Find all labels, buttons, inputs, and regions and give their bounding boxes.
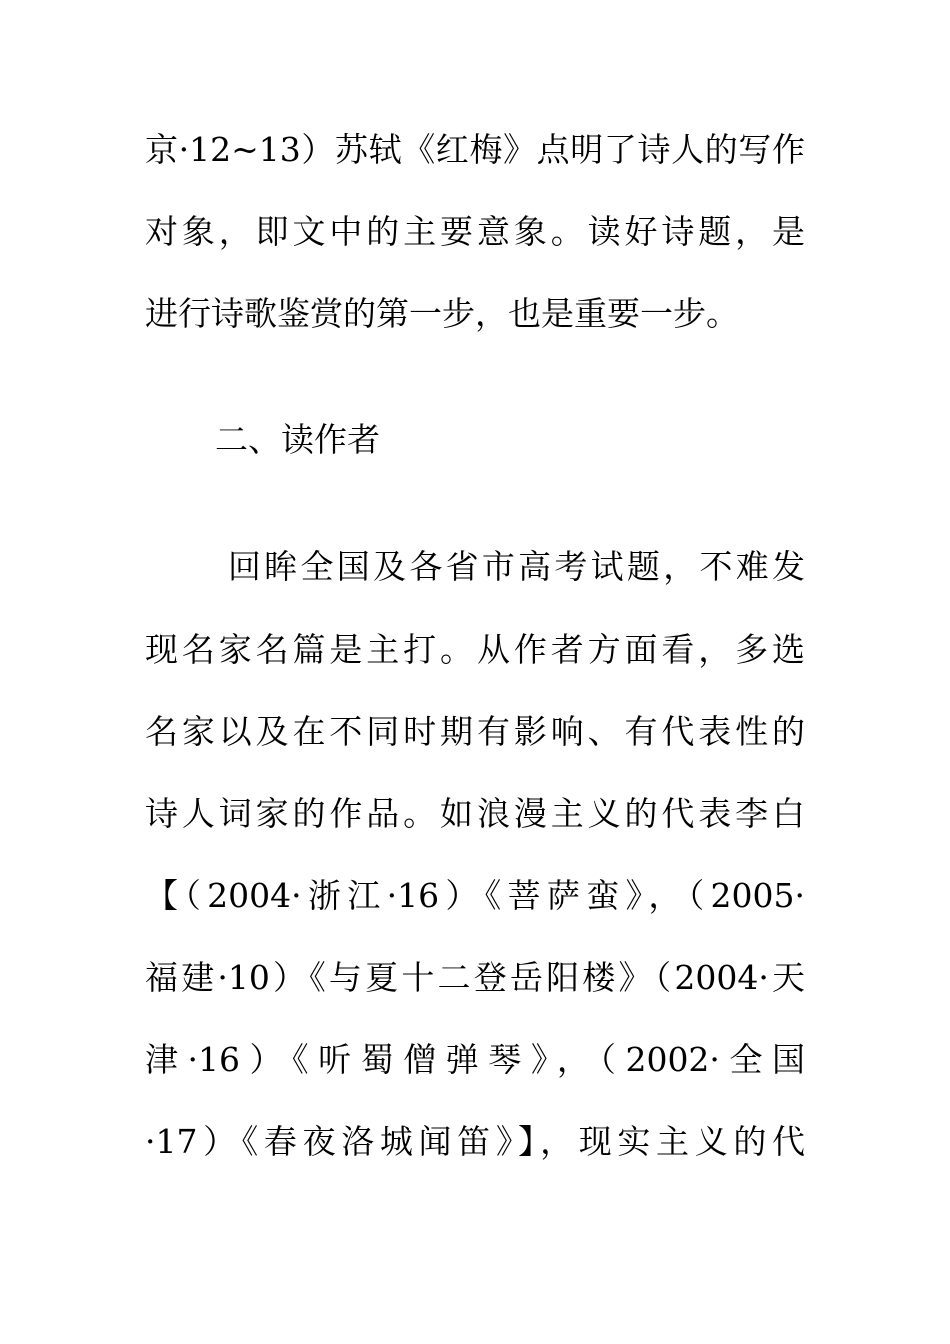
paragraph-1-line-1: 京·12~13）苏轼《红梅》点明了诗人的写作 [145, 130, 805, 169]
paragraph-2-line-7: 津·16）《听蜀僧弹琴》，（2002·全国 [145, 1040, 805, 1079]
paragraph-2-line-2: 现名家名篇是主打。从作者方面看，多选 [145, 630, 805, 669]
paragraph-1-line-2: 对象，即文中的主要意象。读好诗题，是 [145, 212, 805, 251]
paragraph-2-line-4: 诗人词家的作品。如浪漫主义的代表李白 [145, 794, 805, 833]
paragraph-1-line-3: 进行诗歌鉴赏的第一步，也是重要一步。 [145, 294, 739, 333]
paragraph-2-line-3: 名家以及在不同时期有影响、有代表性的 [145, 712, 805, 751]
paragraph-2-line-5: 【（2004·浙江·16）《菩萨蛮》，（2005· [145, 876, 805, 915]
section-heading: 二、读作者 [215, 420, 380, 459]
paragraph-2-line-8: ·17）《春夜洛城闻笛》】，现实主义的代 [145, 1122, 805, 1161]
paragraph-2-line-6: 福建·10）《与夏十二登岳阳楼》（2004·天 [145, 958, 805, 997]
paragraph-2-line-1: 回眸全国及各省市高考试题，不难发 [228, 547, 805, 586]
